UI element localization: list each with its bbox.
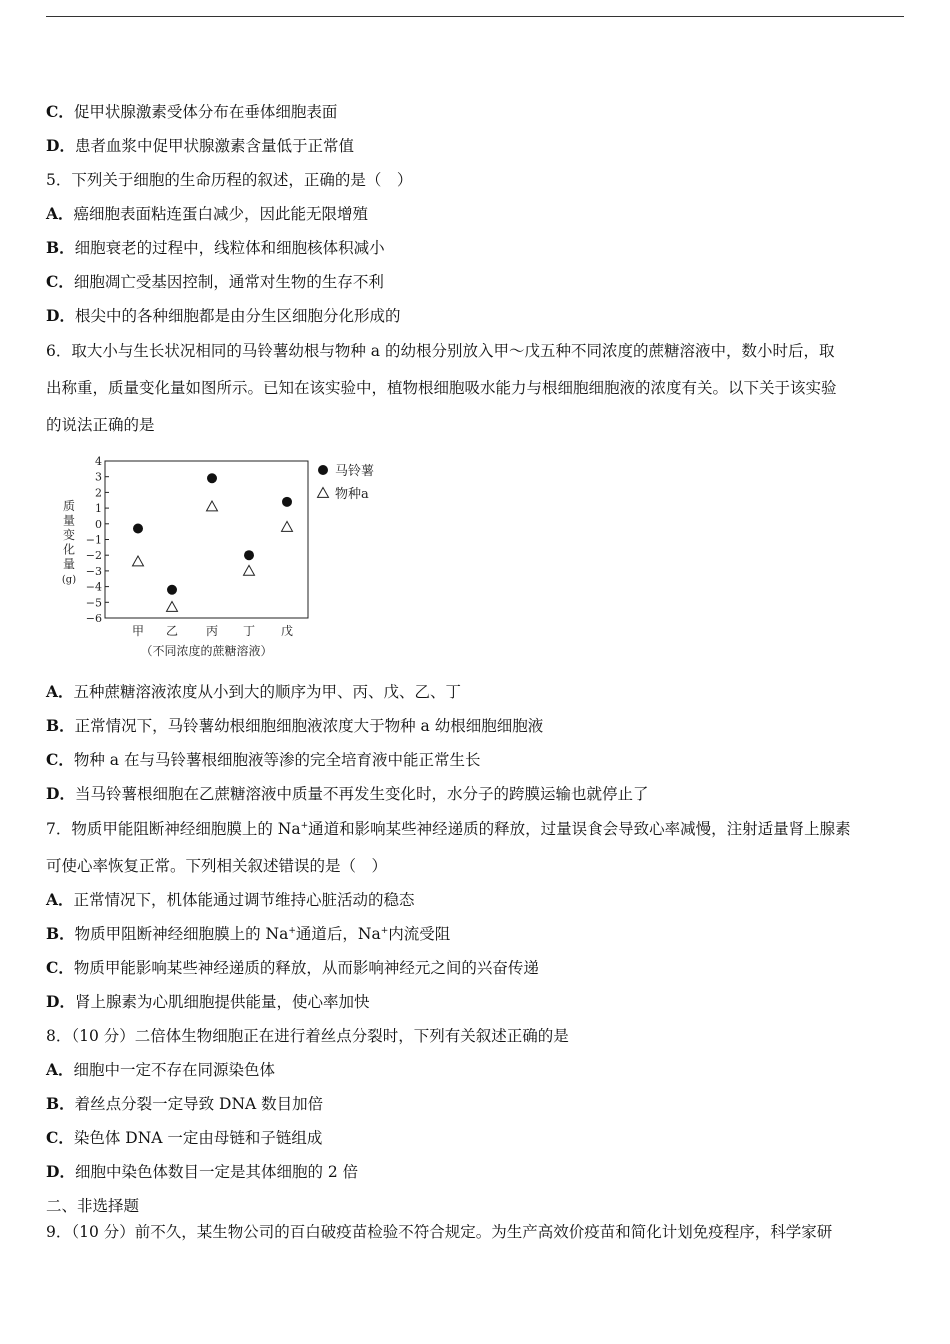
y-axis-label (62, 498, 76, 586)
y-tick-label: 4 (95, 455, 102, 468)
x-tick-label: 丁 (242, 624, 256, 638)
option-text: 正常情况下，马铃薯幼根细胞细胞液浓度大于物种 a 幼根细胞细胞液 (74, 717, 544, 735)
q6-stem-line2: 出称重，质量变化量如图所示。已知在该实验中，植物根细胞吸水能力与根细胞细胞液的浓度有关。以下关于该实验 (46, 379, 837, 397)
y-tick-label: −2 (85, 549, 102, 563)
option-letter: B． (46, 238, 75, 257)
option-text: 物种 a 在与马铃薯根细胞液等渗的完全培育液中能正常生长 (73, 751, 481, 769)
option-text: 细胞中一定不存在同源染色体 (73, 1061, 276, 1079)
y-tick-label: −1 (85, 533, 102, 547)
q8-stem: 8．（10 分）二倍体生物细胞正在进行着丝点分裂时，下列有关叙述正确的是 (46, 1027, 569, 1045)
option-letter: C． (46, 272, 74, 291)
option-letter: A． (46, 890, 74, 909)
option-text: 细胞中染色体数目一定是其体细胞的 2 倍 (74, 1163, 359, 1181)
option-letter: C． (46, 750, 74, 769)
q8-option-d (46, 1162, 358, 1182)
q7-stem-a: 7．物质甲能阻断神经细胞膜上的 Na (46, 820, 301, 838)
option-letter: D． (46, 306, 75, 325)
q5-option-d (46, 306, 400, 326)
q8-option-a (46, 1060, 275, 1080)
q7-stem-line2: 可使心率恢复正常。下列相关叙述错误的是（ ） (46, 857, 388, 875)
header-rule (46, 16, 904, 17)
q5-option-c (46, 272, 384, 292)
point-物种a (244, 565, 255, 575)
option-text: 物质甲能影响某些神经递质的释放，从而影响神经元之间的兴奋传递 (73, 959, 539, 977)
x-tick-label: 丙 (205, 624, 219, 638)
q7-option-c (46, 958, 539, 978)
option-letter: C． (46, 958, 74, 977)
y-tick-label: 0 (95, 517, 102, 531)
option-text: 细胞凋亡受基因控制，通常对生物的生存不利 (73, 273, 384, 291)
option-letter: B． (46, 716, 75, 735)
q6-option-a (46, 682, 461, 702)
point-物种a (282, 521, 293, 531)
point-马铃薯 (244, 550, 254, 560)
option-letter: C． (46, 102, 74, 121)
q5-option-a (46, 204, 368, 224)
point-物种a (133, 556, 144, 566)
plot-frame (105, 461, 308, 618)
point-马铃薯 (207, 473, 217, 483)
q6-option-c (46, 750, 480, 770)
q6-stem-line3: 的说法正确的是 (46, 416, 155, 434)
y-label-char: 质 (62, 499, 76, 513)
option-text: 通道后，Na (295, 925, 381, 943)
option-letter: C． (46, 1128, 74, 1147)
y-tick-label: −5 (85, 596, 102, 610)
q6-option-b (46, 716, 543, 736)
point-马铃薯 (282, 497, 292, 507)
legend-marker (318, 488, 329, 498)
point-马铃薯 (167, 585, 177, 595)
option-letter: B． (46, 924, 75, 943)
q7-option-b (46, 924, 450, 944)
y-tick-label: −6 (85, 612, 102, 625)
q7-stem-b: 通道和影响某些神经递质的释放，过量误食会导致心率减慢，注射适量肾上腺素 (308, 820, 851, 838)
y-label-char: 量 (62, 557, 76, 571)
option-letter: A． (46, 204, 74, 223)
q7-option-d (46, 992, 369, 1012)
option-letter: A． (46, 1060, 74, 1079)
legend-label: 马铃薯 (335, 464, 375, 479)
option-text: 正常情况下，机体能通过调节维持心脏活动的稳态 (73, 891, 415, 909)
point-马铃薯 (133, 524, 143, 534)
superscript: + (288, 925, 296, 936)
q6-option-d (46, 784, 648, 804)
y-label-char: 量 (62, 513, 76, 528)
x-tick-label: 乙 (165, 624, 179, 638)
y-tick-label: 2 (95, 486, 102, 500)
option-text: 物质甲阻断神经细胞膜上的 Na (74, 925, 289, 943)
point-物种a (167, 602, 178, 612)
q7-option-a (46, 890, 415, 910)
option-text: 染色体 DNA 一定由母链和子链组成 (73, 1129, 323, 1147)
option-text: 内流受阻 (388, 925, 451, 943)
q5-option-b (46, 238, 385, 258)
legend-marker (318, 465, 328, 475)
option-text: 促甲状腺激素受体分布在垂体细胞表面 (73, 103, 338, 121)
option-text: 根尖中的各种细胞都是由分生区细胞分化形成的 (74, 307, 401, 325)
option-text: 细胞衰老的过程中，线粒体和细胞核体积减小 (74, 239, 385, 257)
option-text: 肾上腺素为心肌细胞提供能量，使心率加快 (74, 993, 370, 1011)
y-tick-label: 3 (95, 470, 102, 484)
scatter-chart (56, 452, 396, 670)
q8-option-b (46, 1094, 323, 1114)
option-letter: D． (46, 136, 75, 155)
y-label-char: (g) (61, 574, 77, 586)
q8-option-c (46, 1128, 322, 1148)
q6-stem-line1: 6．取大小与生长状况相同的马铃薯幼根与物种 a 的幼根分别放入甲～戊五种不同浓度的蔗糖溶液中，数小时后，取 (46, 342, 835, 360)
option-text: 着丝点分裂一定导致 DNA 数目加倍 (74, 1095, 324, 1113)
y-label-char: 变 (62, 528, 76, 542)
y-tick-label: 1 (95, 502, 102, 516)
point-物种a (207, 501, 218, 511)
option-letter: D． (46, 1162, 75, 1181)
legend-label: 物种a (335, 487, 369, 502)
option-letter: D． (46, 992, 75, 1011)
q4-option-d (46, 136, 354, 156)
option-text: 癌细胞表面粘连蛋白减少，因此能无限增殖 (73, 205, 369, 223)
superscript: + (300, 820, 309, 831)
y-tick-label: −3 (85, 564, 102, 578)
option-letter: D． (46, 784, 75, 803)
q5-stem: 5．下列关于细胞的生命历程的叙述，正确的是（ ） (46, 171, 413, 189)
q9-stem: 9．（10 分）前不久，某生物公司的百白破疫苗检验不符合规定。为生产高效价疫苗和简化计划免疫程序，科学家研 (46, 1223, 833, 1241)
x-tick-label: 戊 (280, 624, 294, 638)
option-text: 当马铃薯根细胞在乙蔗糖溶液中质量不再发生变化时，水分子的跨膜运输也就停止了 (74, 785, 649, 803)
section-title: 二、非选择题 (46, 1197, 140, 1215)
legend (318, 463, 375, 502)
option-text: 患者血浆中促甲状腺激素含量低于正常值 (74, 137, 354, 155)
y-tick-label: −4 (85, 580, 102, 594)
x-tick-label: 甲 (131, 624, 145, 638)
y-label-char: 化 (62, 542, 76, 557)
option-letter: A． (46, 682, 74, 701)
superscript: + (380, 925, 389, 936)
option-text: 五种蔗糖溶液浓度从小到大的顺序为甲、丙、戊、乙、丁 (73, 683, 462, 701)
x-axis-label: （不同浓度的蔗糖溶液） (140, 644, 273, 658)
option-letter: B． (46, 1094, 75, 1113)
q7-stem-line1 (46, 819, 851, 839)
q4-option-c (46, 102, 337, 122)
